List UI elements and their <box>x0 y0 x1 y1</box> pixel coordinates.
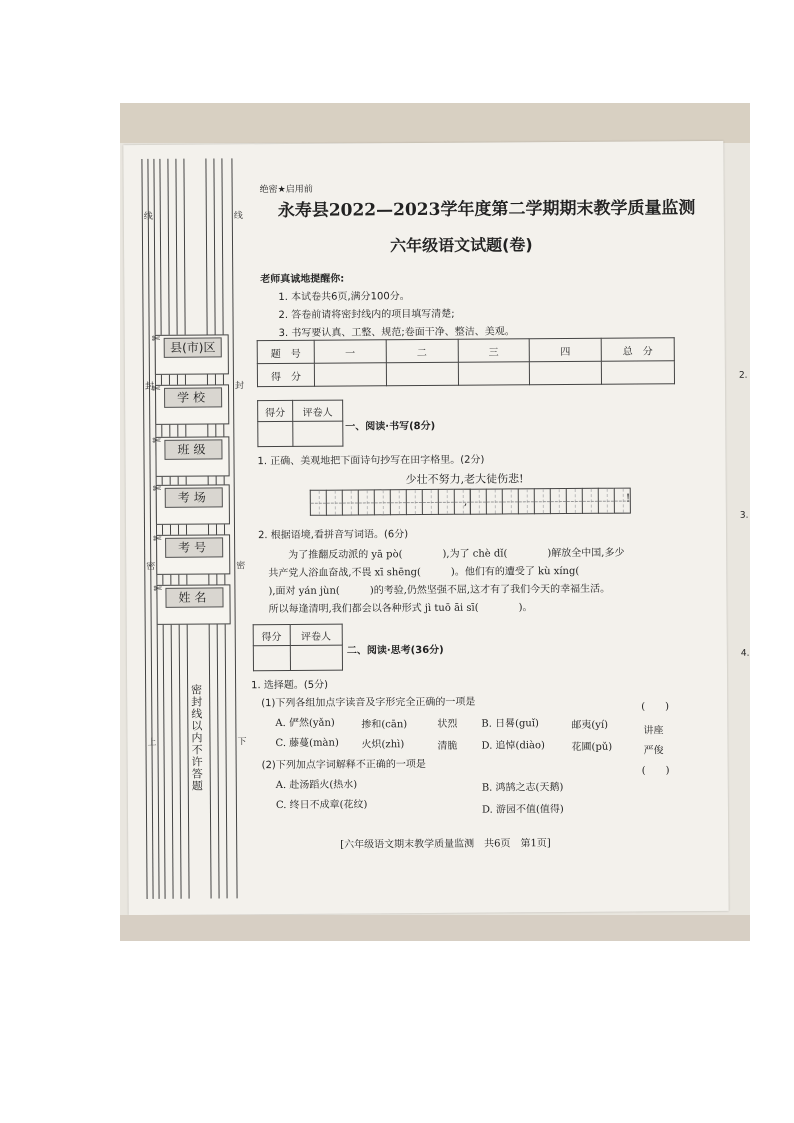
field-name <box>153 583 230 625</box>
grid-comma: , <box>463 494 468 508</box>
clip-icon: ✄ <box>152 483 162 495</box>
secret-mark: 绝密★启用前 <box>259 184 313 196</box>
page-footer: [六年级语文期末教学质量监测 共6页 第1页] <box>340 838 551 851</box>
grader-reviewer-cell[interactable] <box>290 645 343 670</box>
table-cell: 一 <box>314 340 386 364</box>
field-label: 考场 <box>165 487 223 507</box>
table-cell: 得 分 <box>257 363 314 386</box>
table-cell: 总 分 <box>601 338 674 362</box>
field-class <box>152 435 229 477</box>
answer-paren[interactable]: ( ) <box>641 765 670 777</box>
grid-exclaim: ! <box>625 491 631 505</box>
binding-strip <box>123 144 252 915</box>
score-table <box>257 337 675 387</box>
exam-content <box>251 141 724 914</box>
table-row <box>257 361 674 387</box>
field-label: 姓名 <box>165 587 223 607</box>
writing-grid-left[interactable] <box>310 489 471 516</box>
table-cell: 三 <box>458 339 530 363</box>
table-cell: 四 <box>529 338 601 362</box>
option-word: 状烈 <box>437 718 458 730</box>
notice-item: 1. 本试卷共6页,满分100分。 <box>278 291 410 304</box>
sub-question: (1)下列各组加点字读音及字形完全正确的一项是 <box>261 696 476 710</box>
field-county <box>151 333 229 375</box>
grader-reviewer-label: 评卷人 <box>293 400 343 421</box>
field-label: 县(市)区 <box>164 337 222 357</box>
question-1: 1. 正确、美观地把下面诗句抄写在田字格里。(2分) <box>257 454 485 468</box>
seal-notice: 密封线以内不许答题 <box>191 683 203 793</box>
question-1: 1. 选择题。(5分) <box>251 679 329 692</box>
line-mark: 上 <box>147 737 157 748</box>
pinyin-line: ),面对 yán jùn( )的考验,仍然坚强不屈,这才有了我们今天的幸福生活。 <box>268 583 611 598</box>
notice-item: 2. 答卷前请将密封线内的项目填写清楚; <box>278 308 455 322</box>
clip-icon: ✄ <box>153 533 162 545</box>
option-word: 严俊 <box>643 745 664 757</box>
answer-paren[interactable]: ( ) <box>641 701 670 713</box>
option-word: 清脆 <box>437 740 458 752</box>
grader-score-cell[interactable] <box>258 421 293 446</box>
option-d: D. 游园不值(值得) <box>481 804 564 816</box>
table-row <box>257 338 674 364</box>
line-mark: 线 <box>233 211 243 222</box>
line-mark: 密 <box>146 561 156 572</box>
option-a: A. 俨然(yǎn) <box>275 717 335 730</box>
pinyin-line: 为了推翻反动派的 yā pò( ),为了 chè dǐ( )解放全中国,多少 <box>288 547 625 561</box>
grader-reviewer-cell[interactable] <box>293 421 343 446</box>
field-room <box>152 483 230 525</box>
line-mark: 线 <box>143 211 153 222</box>
clip-icon: ✄ <box>152 435 161 447</box>
photo-background-bottom <box>120 915 750 941</box>
score-input-cell[interactable] <box>386 362 458 386</box>
next-page-marker: 2. <box>738 370 748 381</box>
option-b: B. 鸿鹄之志(天鹅) <box>481 782 564 794</box>
option-d: D. 追悼(diào) <box>481 740 545 752</box>
pinyin-line: 所以每逢清明,我们都会以各种形式 jì tuō āi sī( )。 <box>268 602 533 616</box>
clip-icon: ✄ <box>151 383 161 395</box>
grader-box <box>253 624 343 672</box>
option-a: A. 赴汤蹈火(热水) <box>275 779 358 792</box>
option-word: 火炽(zhì) <box>361 739 405 751</box>
next-page-marker: 4. <box>740 648 750 659</box>
score-input-cell[interactable] <box>314 363 386 387</box>
line-mark: 封 <box>234 381 245 392</box>
grader-score-cell[interactable] <box>253 645 290 670</box>
option-c: C. 藤蔓(màn) <box>275 737 339 750</box>
field-exam-number <box>153 533 230 575</box>
notice-title: 老师真诚地提醒你: <box>260 273 345 286</box>
option-b: B. 日晷(guǐ) <box>481 718 539 730</box>
line-mark: 密 <box>236 561 246 572</box>
option-word: 邮夷(yí) <box>571 719 609 731</box>
section-title: 二、阅读·思考(36分) <box>346 644 444 657</box>
question-2: 2. 根据语境,看拼音写词语。(6分) <box>258 529 409 542</box>
option-word: 讲座 <box>643 725 664 737</box>
clip-icon: ✄ <box>153 583 162 595</box>
notice-item: 3. 书写要认真、工整、规范;卷面干净、整洁、美观。 <box>278 326 515 340</box>
clip-icon: ✄ <box>151 333 161 345</box>
exam-subtitle: 六年级语文试题(卷) <box>389 235 533 256</box>
table-cell: 二 <box>386 339 458 363</box>
option-word: 花圃(pǔ) <box>571 741 613 753</box>
field-label: 考号 <box>165 537 223 557</box>
exam-title: 永寿县2022—2023学年度第二学期期末教学质量监测 <box>277 198 696 222</box>
poem-line: 少壮不努力,老大徒伤悲! <box>405 472 524 487</box>
next-page-marker: 3. <box>739 510 749 521</box>
grader-reviewer-label: 评卷人 <box>290 624 343 645</box>
grader-score-label: 得分 <box>258 400 293 421</box>
field-label: 学校 <box>164 387 222 407</box>
score-input-cell[interactable] <box>458 362 530 386</box>
score-input-cell[interactable] <box>601 361 674 385</box>
option-word: 掺和(cān) <box>361 719 408 731</box>
photo-frame <box>120 103 750 941</box>
sub-question: (2)下列加点字词解释不正确的一项是 <box>261 759 426 772</box>
score-input-cell[interactable] <box>530 361 602 385</box>
line-mark: 下 <box>237 737 247 748</box>
grader-score-label: 得分 <box>253 624 290 645</box>
grader-box <box>257 400 343 448</box>
writing-grid-right[interactable] <box>470 488 631 515</box>
exam-paper <box>123 141 750 915</box>
option-c: C. 终日不成章(花纹) <box>275 799 368 812</box>
line-mark: 封 <box>144 381 155 392</box>
photo-background-top <box>120 103 750 143</box>
table-cell: 题 号 <box>257 340 314 363</box>
field-label: 班级 <box>164 439 222 459</box>
field-school <box>151 383 229 425</box>
pinyin-line: 共产党人浴血奋战,不畏 xī shēng( )。他们有的遭受了 kù xíng( <box>268 565 580 580</box>
section-title: 一、阅读·书写(8分) <box>345 420 436 433</box>
